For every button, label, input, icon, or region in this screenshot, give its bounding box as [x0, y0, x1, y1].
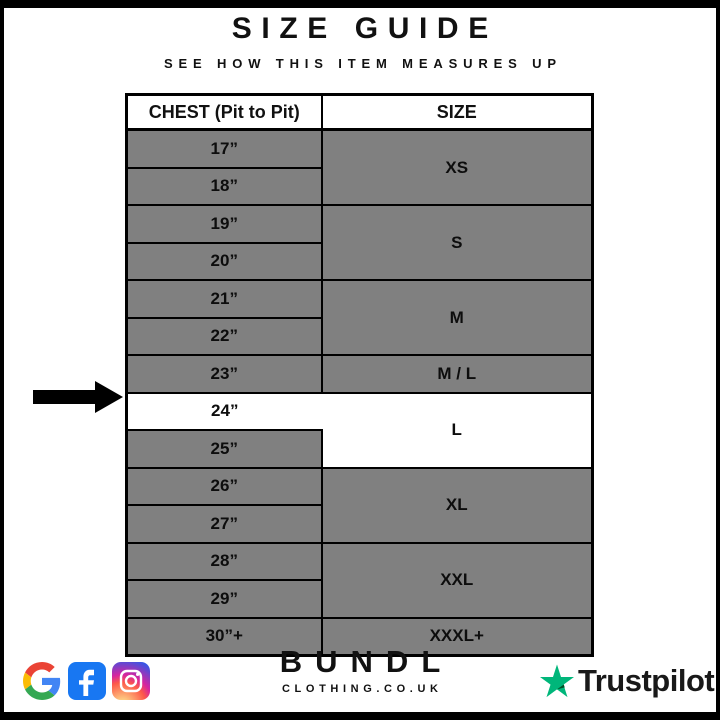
chest-cell: 28” — [127, 543, 322, 581]
size-cell: M / L — [322, 355, 593, 393]
size-column-header: SIZE — [322, 95, 593, 130]
table-row — [127, 355, 593, 393]
chest-cell: 26” — [127, 468, 322, 506]
table-row — [127, 393, 593, 431]
size-cell: XXXL+ — [322, 618, 593, 656]
trustpilot-label: Trustpilot — [578, 663, 715, 698]
chest-cell: 27” — [127, 505, 322, 543]
size-cell: M — [322, 280, 593, 355]
table-row — [127, 543, 593, 581]
chest-cell: 17” — [127, 130, 322, 168]
chest-cell: 30”+ — [127, 618, 322, 656]
chest-cell: 22” — [127, 318, 322, 356]
page-subtitle: SEE HOW THIS ITEM MEASURES UP — [163, 56, 562, 71]
chest-cell: 23” — [127, 355, 322, 393]
table-row — [127, 468, 593, 506]
chest-cell: 21” — [127, 280, 322, 318]
size-cell: XL — [322, 468, 593, 543]
brand-domain: CLOTHING.CO.UK — [281, 683, 443, 695]
chest-cell: 20” — [127, 243, 322, 281]
table-header-row — [127, 95, 593, 130]
trustpilot-star-icon — [540, 664, 574, 698]
chest-cell: 25” — [127, 430, 322, 468]
table-row — [127, 130, 593, 168]
page-title: SIZE GUIDE — [231, 12, 498, 45]
table-row — [127, 280, 593, 318]
size-guide-table — [125, 93, 594, 657]
trustpilot-logo[interactable] — [540, 663, 714, 699]
chest-column-header: CHEST (Pit to Pit) — [127, 95, 322, 130]
size-cell: L — [322, 393, 593, 468]
brand-name: BUNDL — [279, 644, 454, 679]
chest-cell: 24” — [127, 393, 322, 431]
size-cell: S — [322, 205, 593, 280]
chest-cell: 18” — [127, 168, 322, 206]
chest-cell: 29” — [127, 580, 322, 618]
highlight-arrow-icon — [33, 377, 125, 417]
size-cell: XXL — [322, 543, 593, 618]
size-cell: XS — [322, 130, 593, 206]
chest-cell: 19” — [127, 205, 322, 243]
table-row — [127, 205, 593, 243]
